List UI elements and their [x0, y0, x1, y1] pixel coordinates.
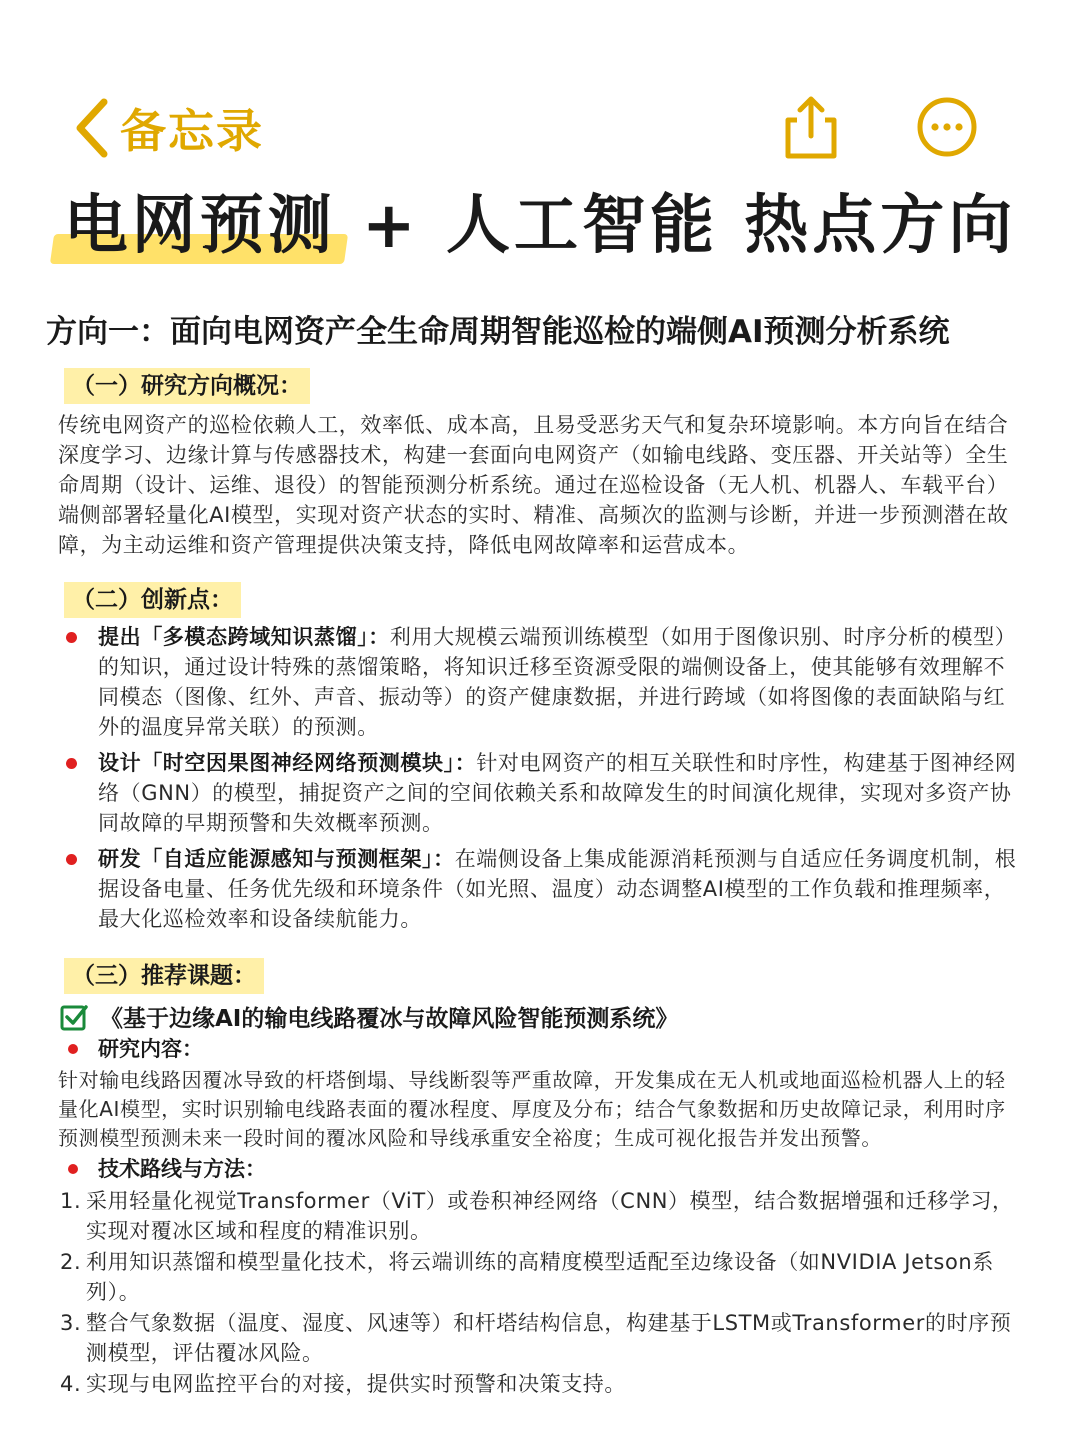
research-text: 针对输电线路因覆冰导致的杆塔倒塌、导线断裂等严重故障，开发集成在无人机或地面巡检机器人上的轻量化AI模型，实时识别输电线路表面的覆冰程度、厚度及分布；结合气象数据和历史故障记录，利用时序预测模型预测未来一段时间的覆冰风险和导线承重安全裕度；生成可视化报告并发出预警。	[58, 1068, 1006, 1150]
method-steps	[58, 1186, 1026, 1400]
innovation-item-text: 利用大规模云端预训练模型（如用于图像识别、时序分析的模型）的知识，通过设计特殊的蒸馏策略，将知识迁移至资源受限的端侧设备上，使其能够有效理解不同模态（图像、红外、声音、振动等）的资产健康数据，并进行跨域（如将图像的表面缺陷与红外的温度异常关联）的预测。	[98, 625, 1017, 739]
method-heading	[58, 1154, 266, 1184]
step-text: 采用轻量化视觉Transformer（ViT）或卷积神经网络（CNN）模型，结合数据增强和迁移学习，实现对覆冰区域和程度的精准识别。	[86, 1189, 1014, 1243]
step-text: 实现与电网监控平台的对接，提供实时预警和决策支持。	[86, 1372, 626, 1396]
step-number: 3.	[60, 1311, 82, 1335]
topics-label: （三）推荐课题：	[64, 958, 264, 994]
title-rest: + 人工智能 热点方向	[362, 189, 1017, 263]
research-heading-text: 研究内容：	[98, 1037, 203, 1061]
innovation-list	[58, 622, 1026, 934]
bullet-dot-icon	[66, 632, 77, 643]
page-title	[0, 182, 1080, 270]
innovation-item-title: 提出「多模态跨域知识蒸馏」：	[98, 625, 390, 649]
list-item	[58, 1369, 1026, 1399]
bullet-dot-icon	[66, 758, 77, 769]
innovation-label: （二）创新点：	[64, 582, 241, 618]
top-bar	[70, 92, 1010, 164]
innovation-item-text: 针对电网资产的相互关联性和时序性，构建基于图神经网络（GNN）的模型，捕捉资产之间的空间依赖关系和故障发生的时间演化规律，实现对多资产协同故障的早期预警和失效概率预测。	[98, 751, 1017, 835]
step-text: 利用知识蒸馏和模型量化技术，将云端训练的高精度模型适配至边缘设备（如NVIDIA Jetson系列）。	[86, 1250, 994, 1304]
back-label: 备忘录	[120, 104, 264, 158]
innovation-item	[58, 748, 1026, 838]
list-item	[58, 1308, 1026, 1368]
more-options-icon[interactable]	[916, 96, 978, 158]
bullet-dot-icon	[68, 1044, 78, 1054]
share-icon[interactable]	[782, 94, 840, 160]
bullet-dot-icon	[68, 1164, 78, 1174]
overview-label: （一）研究方向概况：	[64, 368, 310, 404]
innovation-item-text: 在端侧设备上集成能源消耗预测与自适应任务调度机制，根据设备电量、任务优先级和环境条件（如光照、温度）动态调整AI模型的工作负载和推理频率，最大化巡检效率和设备续航能力。	[98, 847, 1017, 931]
topic-title: 《基于边缘AI的输电线路覆冰与故障风险智能预测系统》	[100, 1006, 679, 1032]
list-item	[58, 1186, 1026, 1246]
innovation-item-title: 研发「自适应能源感知与预测框架」：	[98, 847, 455, 871]
list-item	[58, 1247, 1026, 1307]
topic-title-row	[60, 1000, 678, 1033]
step-number: 2.	[60, 1250, 82, 1274]
checkbox-checked-icon	[60, 1003, 88, 1031]
back-button[interactable]	[70, 92, 264, 164]
bullet-dot-icon	[66, 854, 77, 865]
method-heading-text: 技术路线与方法：	[98, 1157, 266, 1181]
overview-text: 传统电网资产的巡检依赖人工，效率低、成本高，且易受恶劣天气和复杂环境影响。本方向旨在结合深度学习、边缘计算与传感器技术，构建一套面向电网资产（如输电线路、变压器、开关站等）全生命周期（设计、运维、退役）的智能预测分析系统。通过在巡检设备（无人机、机器人、车载平台）端侧部署轻量化AI模型，实现对资产状态的实时、精准、高频次的监测与诊断，并进一步预测潜在故障，为主动运维和资产管理提供决策支持，降低电网故障率和运营成本。	[58, 413, 1009, 557]
step-text: 整合气象数据（温度、湿度、风速等）和杆塔结构信息，构建基于LSTM或Transformer的时序预测模型，评估覆冰风险。	[86, 1311, 1012, 1365]
innovation-item-title: 设计「时空因果图神经网络预测模块」：	[98, 751, 477, 775]
direction-heading: 方向一：面向电网资产全生命周期智能巡检的端侧AI预测分析系统	[46, 314, 950, 350]
title-highlight: 电网预测	[64, 182, 336, 270]
step-number: 4.	[60, 1372, 82, 1396]
step-number: 1.	[60, 1189, 82, 1213]
innovation-item	[58, 622, 1026, 742]
innovation-item	[58, 844, 1026, 934]
chevron-left-icon	[70, 92, 114, 164]
research-heading	[58, 1034, 203, 1064]
